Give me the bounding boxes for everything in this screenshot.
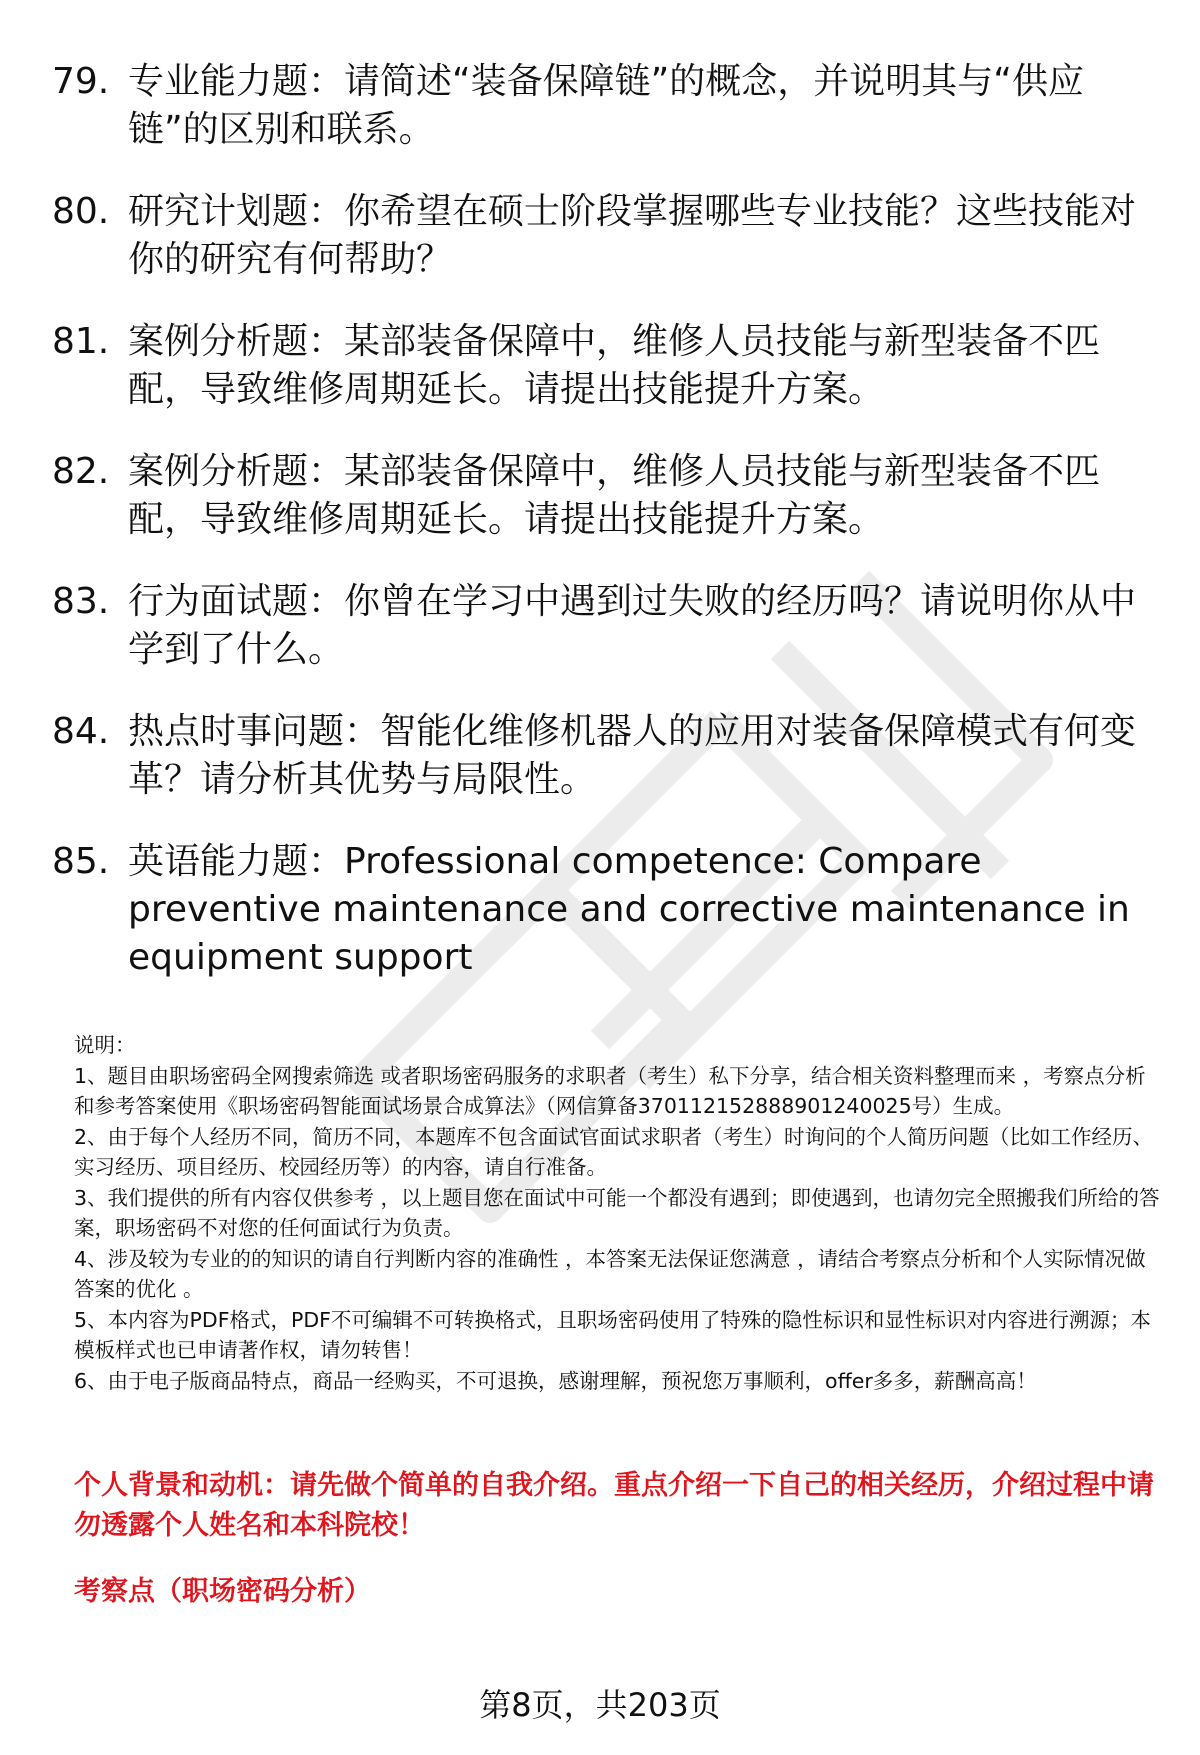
- question-item: [52, 578, 1162, 674]
- section-subheading-analysis: 考察点（职场密码分析）: [74, 1576, 371, 1607]
- notes-heading: 说明：: [74, 1033, 136, 1057]
- note-item: 1、题目由职场密码全网搜索筛选 或者职场密码服务的求职者（考生）私下分享，结合相关资料整理而来 ，考察点分析和参考答案使用《职场密码智能面试场景合成算法》（网信算备370112152888901240025号）生成。: [74, 1063, 1146, 1118]
- section-heading-background: 个人背景和动机：请先做个简单的自我介绍。重点介绍一下自己的相关经历，介绍过程中请勿透露个人姓名和本科院校！: [74, 1470, 1154, 1541]
- question-number: 81.: [52, 321, 110, 362]
- question-text: 英语能力题：Professional competence: Compare preventive maintenance and corrective maintenance in equipment support: [128, 841, 1130, 978]
- question-number: 83.: [52, 581, 110, 622]
- question-item: [52, 448, 1162, 544]
- note-item: 3、我们提供的所有内容仅供参考 ，以上题目您在面试中可能一个都没有遇到；即使遇到，也请勿完全照搬我们所给的答案，职场密码不对您的任何面试行为负责。: [74, 1185, 1160, 1240]
- notes-section: [74, 1030, 1164, 1396]
- question-text: 研究计划题：你希望在硕士阶段掌握哪些专业技能？这些技能对你的研究有何帮助？: [128, 191, 1137, 280]
- question-list: [52, 58, 1162, 1016]
- question-text: 案例分析题：某部装备保障中，维修人员技能与新型装备不匹配，导致维修周期延长。请提出技能提升方案。: [128, 321, 1101, 410]
- question-item: [52, 838, 1162, 982]
- question-item: [52, 188, 1162, 284]
- question-text: 行为面试题：你曾在学习中遇到过失败的经历吗？请说明你从中学到了什么。: [128, 581, 1137, 670]
- question-number: 85.: [52, 841, 110, 882]
- note-item: 5、本内容为PDF格式，PDF不可编辑不可转换格式，且职场密码使用了特殊的隐性标识和显性标识对内容进行溯源；本模板样式也已申请著作权，请勿转售！: [74, 1307, 1151, 1362]
- note-item: 4、涉及较为专业的的知识的请自行判断内容的准确性 ，本答案无法保证您满意 ，请结合考察点分析和个人实际情况做答案的优化 。: [74, 1246, 1146, 1301]
- question-number: 84.: [52, 711, 110, 752]
- question-item: [52, 58, 1162, 154]
- page-footer: 第8页，共203页: [479, 1686, 721, 1724]
- question-text: 专业能力题：请简述“装备保障链”的概念，并说明其与“供应链”的区别和联系。: [128, 61, 1084, 150]
- note-item: 2、由于每个人经历不同，简历不同，本题库不包含面试官面试求职者（考生）时询问的个人简历问题（比如工作经历、实习经历、项目经历、校园经历等）的内容，请自行准备。: [74, 1124, 1154, 1179]
- question-item: [52, 318, 1162, 414]
- question-number: 80.: [52, 191, 110, 232]
- note-item: 6、由于电子版商品特点，商品一经购买，不可退换，感谢理解，预祝您万事顺利，offer多多，薪酬高高！: [74, 1368, 1037, 1393]
- question-item: [52, 708, 1162, 804]
- question-number: 79.: [52, 61, 110, 102]
- question-number: 82.: [52, 451, 110, 492]
- question-text: 案例分析题：某部装备保障中，维修人员技能与新型装备不匹配，导致维修周期延长。请提出技能提升方案。: [128, 451, 1101, 540]
- question-text: 热点时事问题：智能化维修机器人的应用对装备保障模式有何变革？请分析其优势与局限性。: [128, 711, 1137, 800]
